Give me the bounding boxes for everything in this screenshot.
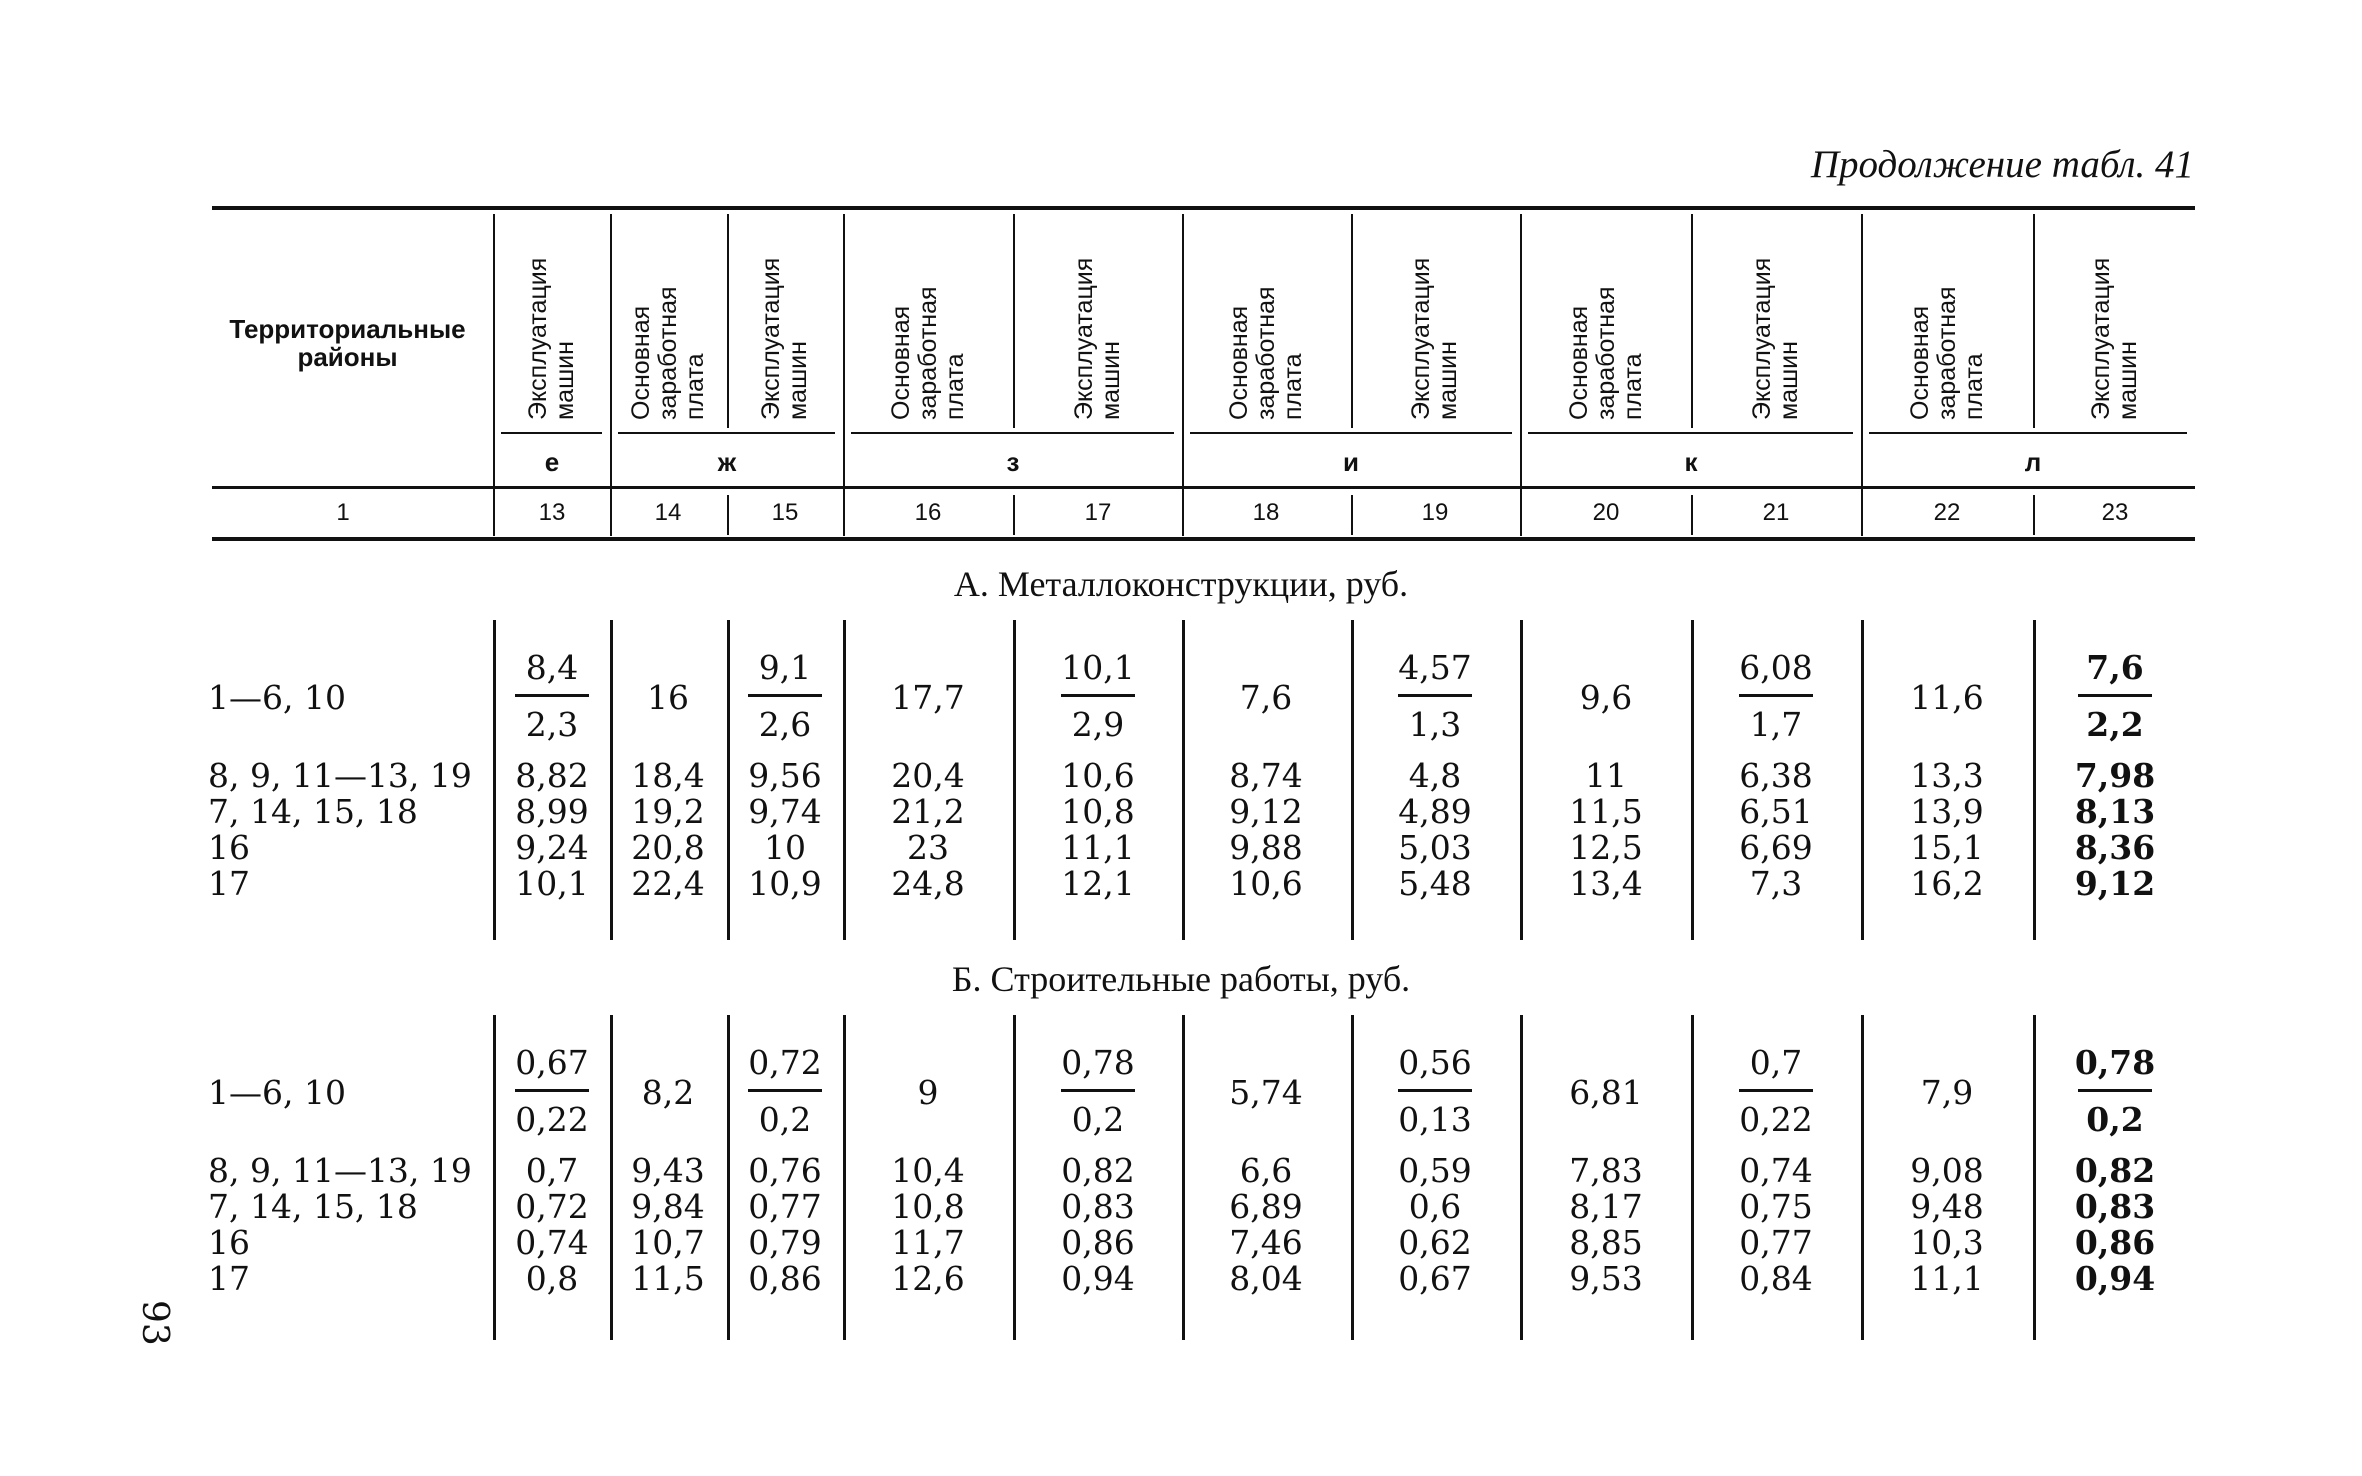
body-divider — [1013, 620, 1016, 940]
fraction-numerator: 0,78 — [1061, 1043, 1135, 1082]
value-cell: 0,86 — [1061, 1223, 1135, 1262]
body-divider — [1182, 620, 1185, 940]
value-cell: 10,4 — [891, 1151, 965, 1190]
table-caption: Продолжение табл. 41 — [1810, 143, 2194, 186]
value-cell: 7,46 — [1229, 1223, 1303, 1262]
column-number: 23 — [2101, 499, 2129, 526]
value-cell: 6,38 — [1739, 756, 1813, 795]
header-bottom-rule — [212, 537, 2195, 541]
body-divider — [1691, 1015, 1694, 1340]
value-cell: 0,83 — [2074, 1187, 2156, 1226]
column-number: 22 — [1933, 499, 1961, 526]
fraction-bar — [748, 694, 822, 697]
body-divider — [2033, 620, 2036, 940]
number-divider — [1691, 495, 1693, 535]
value-cell: 0,77 — [748, 1187, 822, 1226]
body-divider — [843, 620, 846, 940]
value-cell: 13,3 — [1910, 756, 1984, 795]
fraction-bar — [748, 1089, 822, 1092]
fraction-denominator: 2,2 — [2086, 705, 2144, 744]
value-cell: 0,74 — [515, 1223, 589, 1262]
value-cell: 10,8 — [1061, 792, 1135, 831]
fraction-cell — [1053, 1045, 1143, 1138]
column-number: 17 — [1084, 499, 1112, 526]
value-cell: 8,13 — [2074, 792, 2156, 831]
fraction-numerator: 0,56 — [1398, 1043, 1472, 1082]
value-cell: 0,94 — [2074, 1259, 2156, 1298]
value-cell: 8,99 — [515, 792, 589, 831]
value-cell: 9,12 — [1229, 792, 1303, 831]
group-top-rule — [851, 432, 1174, 434]
fraction-bar — [515, 694, 589, 697]
value-cell: 0,7 — [525, 1151, 579, 1190]
body-divider — [1182, 1015, 1185, 1340]
row-label: 17 — [208, 864, 250, 903]
column-header-text: Эксплуатация машин — [2087, 257, 2142, 420]
header-divider — [727, 214, 729, 428]
number-divider — [2033, 495, 2035, 535]
row-label: 16 — [208, 1223, 250, 1262]
value-cell: 4,8 — [1408, 756, 1462, 795]
body-divider — [727, 620, 730, 940]
fraction-denominator: 1,3 — [1408, 705, 1462, 744]
header-divider — [1861, 214, 1863, 536]
body-divider — [1351, 1015, 1354, 1340]
column-header-text: Основная заработная плата — [1224, 286, 1307, 420]
value-cell: 15,1 — [1910, 828, 1984, 867]
value-cell: 9,24 — [515, 828, 589, 867]
value-cell: 6,51 — [1739, 792, 1813, 831]
value-cell: 0,76 — [748, 1151, 822, 1190]
value-cell: 5,48 — [1398, 864, 1472, 903]
row-label: 7, 14, 15, 18 — [208, 1187, 418, 1226]
group-letter: ж — [717, 447, 737, 477]
body-divider — [610, 620, 613, 940]
value-cell: 8,17 — [1569, 1187, 1643, 1226]
value-cell: 10,6 — [1061, 756, 1135, 795]
value-cell: 11,5 — [631, 1259, 705, 1298]
column-number: 15 — [771, 499, 799, 526]
value-cell: 20,4 — [891, 756, 965, 795]
header-divider — [610, 214, 612, 536]
row-label: 8, 9, 11—13, 19 — [208, 1151, 472, 1190]
value-cell: 9,88 — [1229, 828, 1303, 867]
value-cell: 7,83 — [1569, 1151, 1643, 1190]
fraction-numerator: 0,72 — [748, 1043, 822, 1082]
value-cell: 13,4 — [1569, 864, 1643, 903]
value-cell: 8,74 — [1229, 756, 1303, 795]
fraction-denominator: 0,13 — [1398, 1100, 1472, 1139]
fraction-numerator: 0,78 — [2074, 1043, 2156, 1082]
fraction-numerator: 8,4 — [525, 648, 579, 687]
value-cell: 9,43 — [631, 1151, 705, 1190]
value-cell: 22,4 — [631, 864, 705, 903]
fraction-cell — [507, 1045, 597, 1138]
value-cell: 0,82 — [2074, 1151, 2156, 1190]
fraction-numerator: 0,7 — [1749, 1043, 1803, 1082]
value-cell: 0,72 — [515, 1187, 589, 1226]
fraction-denominator: 0,2 — [1071, 1100, 1125, 1139]
value-cell: 10,8 — [891, 1187, 965, 1226]
header-divider — [2033, 214, 2035, 428]
value-cell: 10,9 — [748, 864, 822, 903]
value-cell: 6,81 — [1569, 1073, 1643, 1112]
value-cell: 10 — [764, 828, 806, 867]
fraction-bar — [2078, 694, 2152, 697]
value-cell: 11,5 — [1569, 792, 1643, 831]
body-divider — [1861, 1015, 1864, 1340]
value-cell: 9 — [917, 1073, 939, 1112]
body-divider — [493, 620, 496, 940]
row-label: 7, 14, 15, 18 — [208, 792, 418, 831]
value-cell: 8,85 — [1569, 1223, 1643, 1262]
value-cell: 9,12 — [2074, 864, 2156, 903]
column-number: 18 — [1252, 499, 1280, 526]
value-cell: 7,3 — [1749, 864, 1803, 903]
fraction-bar — [2078, 1089, 2152, 1092]
column-header-text: Основная заработная плата — [626, 286, 709, 420]
value-cell: 0,67 — [1398, 1259, 1472, 1298]
row-label: 1—6, 10 — [208, 1073, 346, 1112]
body-divider — [1520, 620, 1523, 940]
value-cell: 18,4 — [631, 756, 705, 795]
group-top-rule — [1869, 432, 2187, 434]
fraction-numerator: 10,1 — [1061, 648, 1135, 687]
region-column-title: Территориальные районы — [229, 314, 466, 372]
value-cell: 0,77 — [1739, 1223, 1813, 1262]
value-cell: 13,9 — [1910, 792, 1984, 831]
fraction-numerator: 7,6 — [2086, 648, 2144, 687]
value-cell: 8,2 — [641, 1073, 695, 1112]
value-cell: 10,7 — [631, 1223, 705, 1262]
group-letter: и — [1343, 447, 1359, 477]
number-divider — [1351, 495, 1353, 535]
group-top-rule — [501, 432, 602, 434]
fraction-numerator: 4,57 — [1398, 648, 1472, 687]
value-cell: 12,1 — [1061, 864, 1135, 903]
table-top-rule — [212, 206, 2195, 210]
number-divider — [727, 495, 729, 535]
header-divider — [1520, 214, 1522, 536]
value-cell: 0,84 — [1739, 1259, 1813, 1298]
fraction-cell — [740, 650, 830, 743]
value-cell: 10,3 — [1910, 1223, 1984, 1262]
group-letter: л — [2024, 447, 2042, 477]
letters-bottom-rule — [212, 486, 2195, 489]
column-header-text: Основная заработная плата — [1905, 286, 1988, 420]
value-cell: 11 — [1585, 756, 1627, 795]
value-cell: 11,1 — [1910, 1259, 1984, 1298]
body-divider — [727, 1015, 730, 1340]
value-cell: 6,89 — [1229, 1187, 1303, 1226]
value-cell: 16,2 — [1910, 864, 1984, 903]
column-number: 19 — [1421, 499, 1449, 526]
value-cell: 0,8 — [525, 1259, 579, 1298]
value-cell: 11,6 — [1910, 678, 1984, 717]
fraction-bar — [515, 1089, 589, 1092]
value-cell: 5,03 — [1398, 828, 1472, 867]
header-divider — [1182, 214, 1184, 536]
value-cell: 0,82 — [1061, 1151, 1135, 1190]
value-cell: 0,62 — [1398, 1223, 1472, 1262]
value-cell: 17,7 — [891, 678, 965, 717]
value-cell: 7,9 — [1920, 1073, 1974, 1112]
fraction-bar — [1739, 1089, 1813, 1092]
value-cell: 9,48 — [1910, 1187, 1984, 1226]
fraction-denominator: 0,2 — [758, 1100, 812, 1139]
value-cell: 9,08 — [1910, 1151, 1984, 1190]
fraction-denominator: 1,7 — [1749, 705, 1803, 744]
column-header-text: Основная заработная плата — [1564, 286, 1647, 420]
value-cell: 8,82 — [515, 756, 589, 795]
section-title: А. Металлоконструкции, руб. — [953, 564, 1409, 604]
value-cell: 20,8 — [631, 828, 705, 867]
group-top-rule — [618, 432, 835, 434]
value-cell: 0,86 — [2074, 1223, 2156, 1262]
value-cell: 8,36 — [2074, 828, 2156, 867]
fraction-cell — [507, 650, 597, 743]
value-cell: 11,7 — [891, 1223, 965, 1262]
body-divider — [610, 1015, 613, 1340]
fraction-denominator: 0,22 — [1739, 1100, 1813, 1139]
value-cell: 9,6 — [1579, 678, 1633, 717]
fraction-numerator: 0,67 — [515, 1043, 589, 1082]
value-cell: 8,04 — [1229, 1259, 1303, 1298]
fraction-denominator: 2,9 — [1071, 705, 1125, 744]
fraction-bar — [1398, 1089, 1472, 1092]
value-cell: 7,6 — [1239, 678, 1293, 717]
fraction-bar — [1061, 1089, 1135, 1092]
value-cell: 0,59 — [1398, 1151, 1472, 1190]
fraction-cell — [1390, 650, 1480, 743]
value-cell: 0,83 — [1061, 1187, 1135, 1226]
column-header-text: Основная заработная плата — [886, 286, 969, 420]
body-divider — [843, 1015, 846, 1340]
value-cell: 12,5 — [1569, 828, 1643, 867]
header-divider — [1013, 214, 1015, 428]
value-cell: 16 — [647, 678, 689, 717]
value-cell: 0,94 — [1061, 1259, 1135, 1298]
fraction-cell — [740, 1045, 830, 1138]
column-header-text: Эксплуатация машин — [1748, 257, 1803, 420]
column-header-text: Эксплуатация машин — [1407, 257, 1462, 420]
value-cell: 5,74 — [1229, 1073, 1303, 1112]
fraction-denominator: 0,22 — [515, 1100, 589, 1139]
fraction-bar — [1398, 694, 1472, 697]
value-cell: 0,86 — [748, 1259, 822, 1298]
fraction-cell — [1053, 650, 1143, 743]
header-divider — [1351, 214, 1353, 428]
column-number: 14 — [654, 499, 682, 526]
column-number: 16 — [914, 499, 942, 526]
row-label: 16 — [208, 828, 250, 867]
value-cell: 6,6 — [1239, 1151, 1293, 1190]
value-cell: 10,1 — [515, 864, 589, 903]
fraction-denominator: 2,6 — [758, 705, 812, 744]
fraction-denominator: 2,3 — [525, 705, 579, 744]
number-divider — [1013, 495, 1015, 535]
value-cell: 0,79 — [748, 1223, 822, 1262]
value-cell: 19,2 — [631, 792, 705, 831]
value-cell: 23 — [907, 828, 949, 867]
body-divider — [1013, 1015, 1016, 1340]
group-letter: е — [544, 447, 560, 477]
body-divider — [1691, 620, 1694, 940]
value-cell: 7,98 — [2074, 756, 2156, 795]
section-title: Б. Строительные работы, руб. — [951, 959, 1411, 999]
value-cell: 21,2 — [891, 792, 965, 831]
column-header-text: Эксплуатация машин — [1070, 257, 1125, 420]
group-top-rule — [1528, 432, 1853, 434]
value-cell: 9,56 — [748, 756, 822, 795]
fraction-denominator: 0,2 — [2086, 1100, 2144, 1139]
value-cell: 6,69 — [1739, 828, 1813, 867]
row-label: 8, 9, 11—13, 19 — [208, 756, 472, 795]
value-cell: 10,6 — [1229, 864, 1303, 903]
column-number: 21 — [1762, 499, 1790, 526]
value-cell: 9,84 — [631, 1187, 705, 1226]
column-number: 20 — [1592, 499, 1620, 526]
fraction-bar — [1061, 694, 1135, 697]
value-cell: 9,53 — [1569, 1259, 1643, 1298]
fraction-cell — [2070, 650, 2160, 743]
value-cell: 9,74 — [748, 792, 822, 831]
column-number: 13 — [538, 499, 566, 526]
body-divider — [2033, 1015, 2036, 1340]
fraction-cell — [1731, 1045, 1821, 1138]
header-divider — [1691, 214, 1693, 428]
column-number: 1 — [336, 499, 350, 526]
body-divider — [1861, 620, 1864, 940]
value-cell: 4,89 — [1398, 792, 1472, 831]
group-letter: з — [1006, 447, 1020, 477]
column-header-text: Эксплуатация машин — [524, 257, 579, 420]
fraction-cell — [1731, 650, 1821, 743]
body-divider — [1520, 1015, 1523, 1340]
group-letter: к — [1684, 447, 1698, 477]
fraction-numerator: 6,08 — [1739, 648, 1813, 687]
value-cell: 24,8 — [891, 864, 965, 903]
group-top-rule — [1190, 432, 1512, 434]
fraction-cell — [1390, 1045, 1480, 1138]
body-divider — [1351, 620, 1354, 940]
header-divider — [843, 214, 845, 536]
row-label: 1—6, 10 — [208, 678, 346, 717]
page-number: 93 — [134, 1300, 175, 1346]
value-cell: 0,6 — [1408, 1187, 1462, 1226]
value-cell: 0,75 — [1739, 1187, 1813, 1226]
fraction-numerator: 9,1 — [758, 648, 812, 687]
row-label: 17 — [208, 1259, 250, 1298]
body-divider — [493, 1015, 496, 1340]
header-divider — [493, 214, 495, 536]
value-cell: 11,1 — [1061, 828, 1135, 867]
column-header-text: Эксплуатация машин — [757, 257, 812, 420]
value-cell: 0,74 — [1739, 1151, 1813, 1190]
value-cell: 12,6 — [891, 1259, 965, 1298]
fraction-bar — [1739, 694, 1813, 697]
fraction-cell — [2070, 1045, 2160, 1138]
